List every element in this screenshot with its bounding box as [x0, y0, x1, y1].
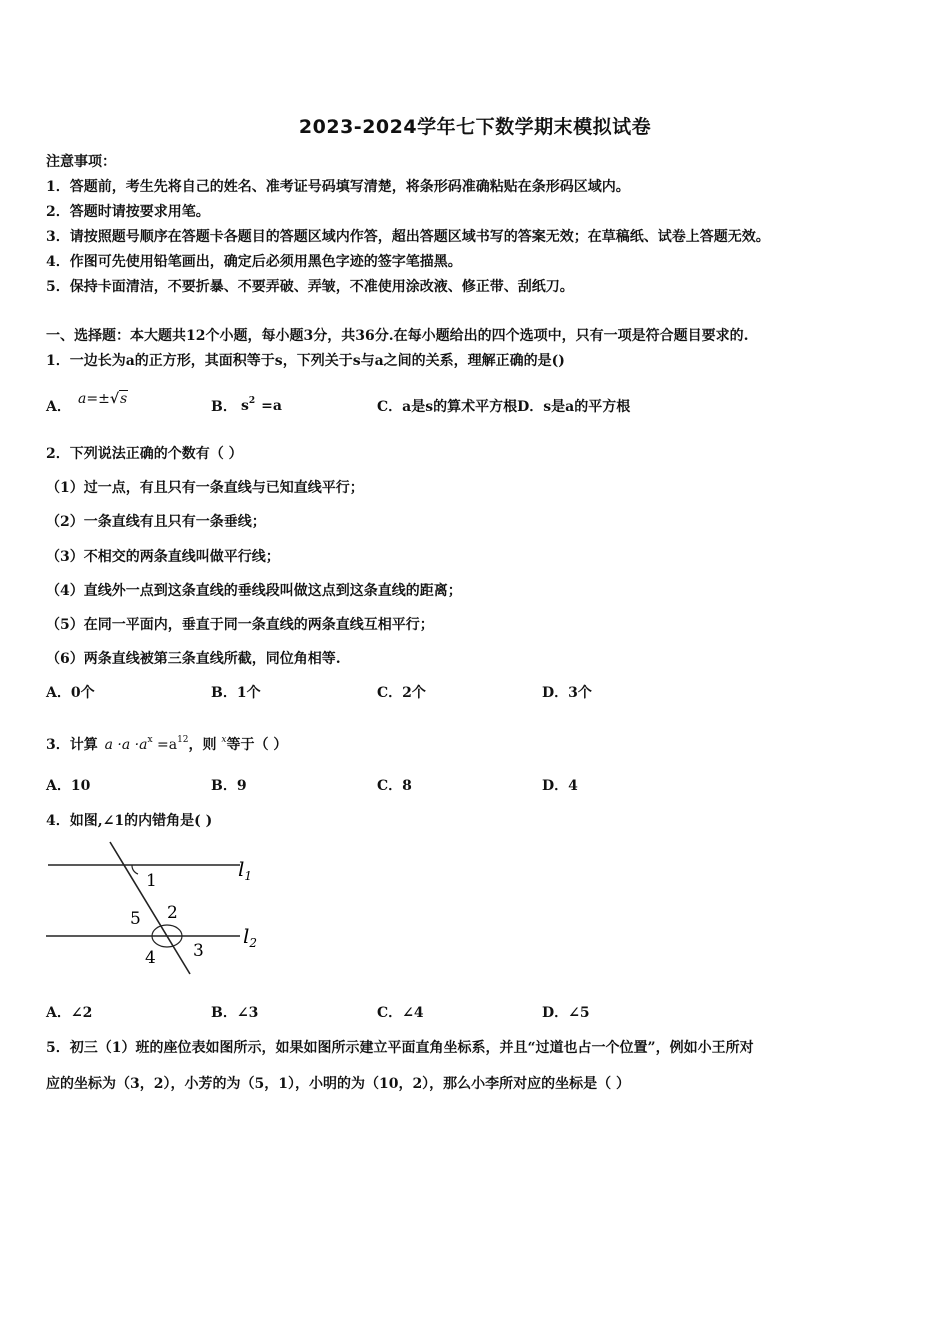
question-5-line-1: 5．初三（1）班的座位表如图所示，如果如图所示建立平面直角坐标系，并且“过道也占一个位置”，例如小王所对	[46, 1040, 754, 1056]
q4-option-d: D．∠5	[542, 1005, 590, 1021]
math-exponent: x	[147, 735, 153, 745]
math-op: =±	[86, 391, 110, 407]
notice-item: 2．答题时请按要求用笔。	[46, 204, 210, 220]
q4-option-b: B．∠3	[211, 1005, 259, 1021]
line-label-l1	[238, 857, 252, 883]
q3-option-b: B．9	[211, 778, 247, 794]
q2-option-d: D．3个	[542, 685, 592, 701]
q3-middle: ，则	[188, 737, 217, 753]
question-1-stem: 1．一边长为a的正方形，其面积等于s，下列关于s与a之间的关系，理解正确的是()	[46, 353, 565, 369]
question-3-stem	[46, 730, 287, 755]
q2-statement: （4）直线外一点到这条直线的垂线段叫做这点到这条直线的距离；	[46, 583, 462, 599]
q3-suffix: 等于（ ）	[226, 737, 288, 753]
q1-option-a-math	[78, 389, 128, 409]
q1-option-cd: C．a是s的算术平方根D．s是a的平方根	[377, 399, 631, 415]
question-5-line-2: 应的坐标为（3，2），小芳的为（5，1），小明的为（10，2），那么小李所对应的坐标是（ ）	[46, 1076, 631, 1092]
angle-label-5: 5	[130, 909, 141, 929]
q4-option-a: A．∠2	[46, 1005, 93, 1021]
q1-option-b-math	[241, 391, 282, 416]
notice-heading: 注意事项：	[46, 154, 116, 170]
math-exponent: 12	[177, 735, 189, 745]
q1-option-b	[211, 397, 237, 417]
q2-statement: （3）不相交的两条直线叫做平行线；	[46, 549, 280, 565]
parallel-lines-diagram	[40, 836, 280, 976]
q3-option-c: C．8	[377, 778, 412, 794]
notice-item: 4．作图可先使用铅笔画出，确定后必须用黑色字迹的签字笔描黑。	[46, 254, 462, 270]
question-4-stem: 4．如图,∠1的内错角是( )	[46, 813, 213, 829]
math-var: a	[78, 391, 87, 407]
question-2-stem: 2．下列说法正确的个数有（ ）	[46, 446, 243, 462]
line-subscript: 2	[249, 936, 258, 950]
math-exponent: 2	[248, 396, 256, 406]
q3-expression	[105, 737, 189, 753]
option-label: A．	[46, 399, 71, 415]
q3-option-a: A．10	[46, 778, 91, 794]
q2-statement: （6）两条直线被第三条直线所截，同位角相等.	[46, 651, 341, 667]
line-label-l2	[243, 924, 257, 950]
q2-option-a: A．0个	[46, 685, 95, 701]
option-label: B．	[211, 399, 237, 415]
math-rhs: =a	[261, 398, 282, 414]
math-var: s	[120, 391, 128, 407]
line-letter: l	[238, 857, 245, 881]
notice-item: 1．答题前，考生先将自己的姓名、准考证号码填写清楚，将条形码准确粘贴在条形码区域内。	[46, 179, 630, 195]
math-expr: a ·a ·a	[104, 737, 148, 753]
angle-label-1: 1	[146, 871, 157, 891]
q3-option-d: D．4	[542, 778, 578, 794]
radical-sign: √	[109, 391, 120, 407]
angle-label-2: 2	[167, 903, 178, 923]
q4-option-c: C．∠4	[377, 1005, 424, 1021]
q2-option-b: B．1个	[211, 685, 261, 701]
math-eq: =a	[152, 737, 178, 753]
q2-option-c: C．2个	[377, 685, 426, 701]
line-subscript: 1	[244, 869, 253, 883]
angle-label-4: 4	[145, 948, 156, 968]
notice-item: 3．请按照题号顺序在答题卡各题目的答题区域内作答，超出答题区域书写的答案无效；在草稿纸、试卷上答题无效。	[46, 229, 770, 245]
q2-statement: （2）一条直线有且只有一条垂线；	[46, 514, 266, 530]
q2-statement: （1）过一点，有且只有一条直线与已知直线平行；	[46, 480, 364, 496]
math-var: s	[241, 398, 249, 414]
line-letter: l	[243, 924, 250, 948]
section-heading: 一、选择题：本大题共12个小题，每小题3分，共36分.在每小题给出的四个选项中，只有一项是符合题目要求的.	[46, 328, 749, 344]
q1-option-a	[46, 397, 71, 417]
q4-figure	[40, 836, 280, 976]
math-var: x	[221, 735, 227, 745]
q2-statement: （5）在同一平面内，垂直于同一条直线的两条直线互相平行；	[46, 617, 434, 633]
angle-label-3: 3	[193, 941, 204, 961]
page-title: 2023-2024学年七下数学期末模拟试卷	[298, 116, 652, 138]
notice-item: 5．保持卡面清洁，不要折暴、不要弄破、弄皱，不准使用涂改液、修正带、刮纸刀。	[46, 279, 574, 295]
angle-arc-1	[132, 865, 138, 874]
q3-prefix: 3．计算	[46, 737, 98, 753]
